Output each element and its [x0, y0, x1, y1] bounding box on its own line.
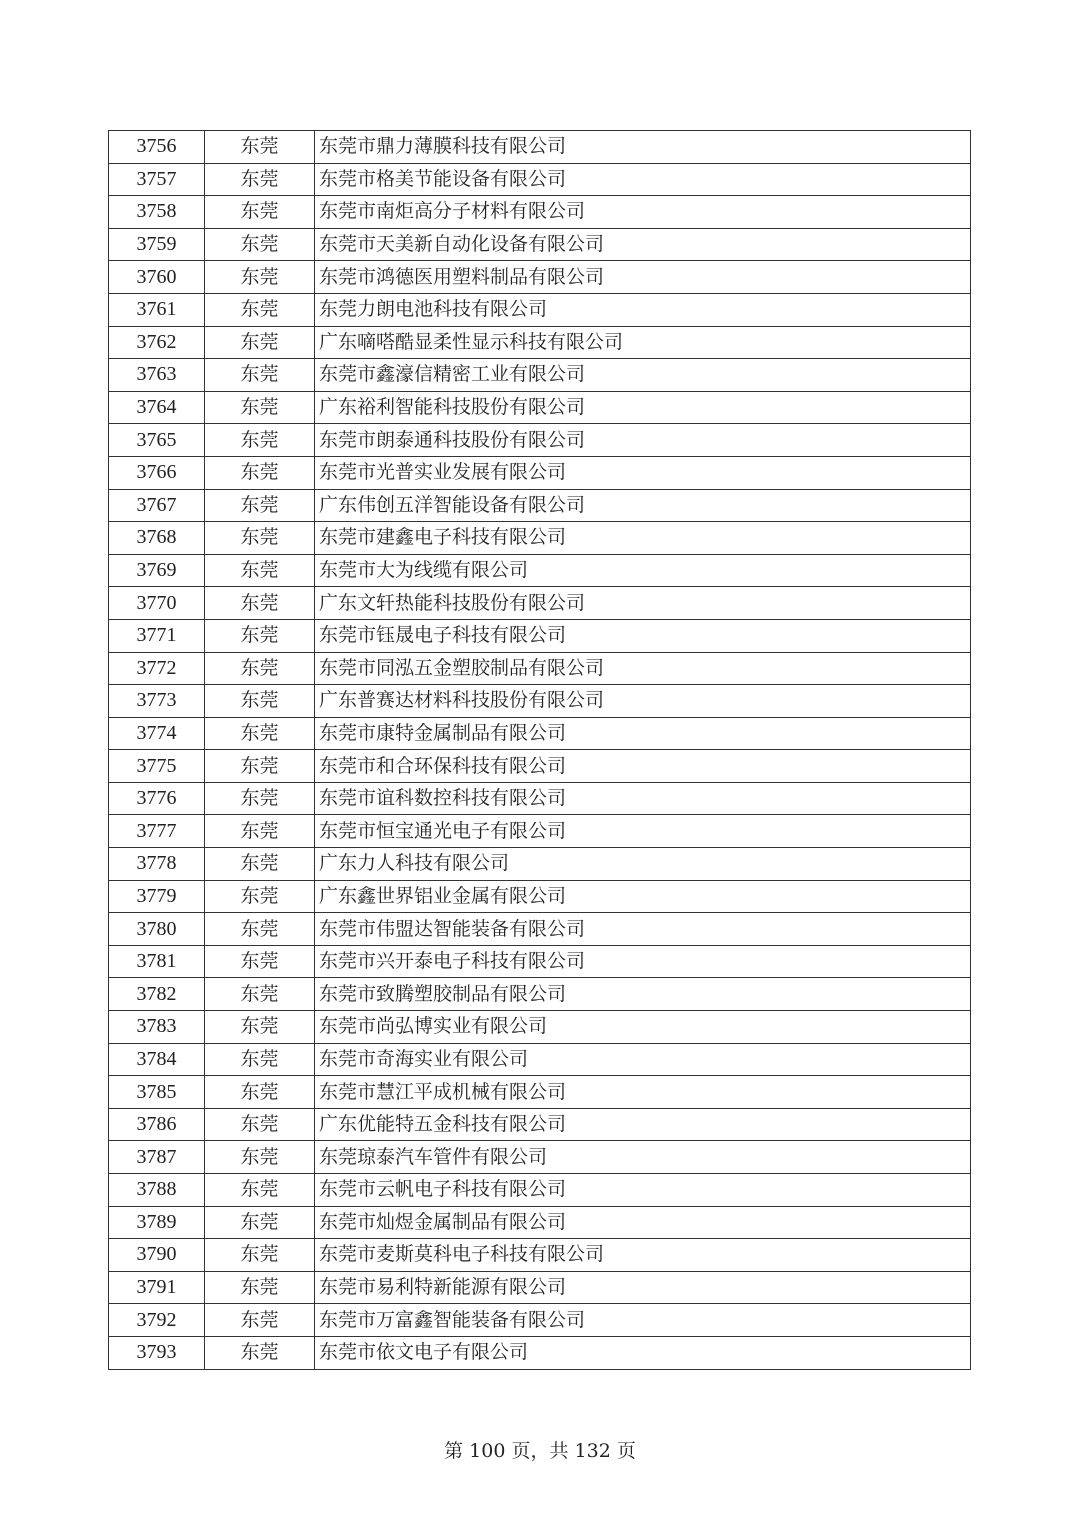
row-number: 3780: [109, 913, 205, 946]
table-row: [109, 717, 971, 750]
table-row: [109, 1271, 971, 1304]
row-number: 3783: [109, 1011, 205, 1044]
table-row: [109, 1108, 971, 1141]
row-number: 3790: [109, 1239, 205, 1272]
row-company-name: 广东文轩热能科技股份有限公司: [315, 587, 971, 620]
row-city: 东莞: [205, 1141, 315, 1174]
row-company-name: 东莞市大为线缆有限公司: [315, 554, 971, 587]
row-number: 3756: [109, 131, 205, 164]
row-city: 东莞: [205, 913, 315, 946]
table-row: [109, 293, 971, 326]
row-company-name: 东莞市光普实业发展有限公司: [315, 456, 971, 489]
row-number: 3788: [109, 1174, 205, 1207]
row-city: 东莞: [205, 685, 315, 718]
table-row: [109, 945, 971, 978]
table-row: [109, 326, 971, 359]
row-city: 东莞: [205, 782, 315, 815]
row-city: 东莞: [205, 619, 315, 652]
table-row: [109, 1336, 971, 1369]
row-number: 3764: [109, 391, 205, 424]
row-number: 3772: [109, 652, 205, 685]
row-company-name: 广东力人科技有限公司: [315, 848, 971, 881]
row-company-name: 广东伟创五洋智能设备有限公司: [315, 489, 971, 522]
table-row: [109, 131, 971, 164]
row-number: 3782: [109, 978, 205, 1011]
row-number: 3775: [109, 750, 205, 783]
row-number: 3781: [109, 945, 205, 978]
row-company-name: 东莞力朗电池科技有限公司: [315, 293, 971, 326]
row-company-name: 东莞市万富鑫智能装备有限公司: [315, 1304, 971, 1337]
row-number: 3767: [109, 489, 205, 522]
table-row: [109, 1076, 971, 1109]
row-city: 东莞: [205, 163, 315, 196]
row-city: 东莞: [205, 750, 315, 783]
row-company-name: 广东优能特五金科技有限公司: [315, 1108, 971, 1141]
table-row: [109, 750, 971, 783]
row-city: 东莞: [205, 391, 315, 424]
row-city: 东莞: [205, 1239, 315, 1272]
row-city: 东莞: [205, 880, 315, 913]
row-number: 3759: [109, 228, 205, 261]
table-row: [109, 391, 971, 424]
row-company-name: 东莞市慧江平成机械有限公司: [315, 1076, 971, 1109]
row-company-name: 东莞市奇海实业有限公司: [315, 1043, 971, 1076]
table-row: [109, 619, 971, 652]
row-number: 3786: [109, 1108, 205, 1141]
table-row: [109, 848, 971, 881]
table-row: [109, 880, 971, 913]
table-row: [109, 196, 971, 229]
row-city: 东莞: [205, 424, 315, 457]
row-company-name: 东莞市朗泰通科技股份有限公司: [315, 424, 971, 457]
row-company-name: 东莞市鼎力薄膜科技有限公司: [315, 131, 971, 164]
row-company-name: 东莞市伟盟达智能装备有限公司: [315, 913, 971, 946]
row-number: 3773: [109, 685, 205, 718]
company-table-body: [109, 131, 971, 1370]
row-city: 东莞: [205, 293, 315, 326]
row-number: 3792: [109, 1304, 205, 1337]
row-number: 3774: [109, 717, 205, 750]
table-row: [109, 554, 971, 587]
table-row: [109, 815, 971, 848]
row-city: 东莞: [205, 554, 315, 587]
row-number: 3776: [109, 782, 205, 815]
page-footer: 第 100 页，共 132 页: [444, 1440, 636, 1462]
row-city: 东莞: [205, 1174, 315, 1207]
table-row: [109, 489, 971, 522]
row-number: 3779: [109, 880, 205, 913]
row-company-name: 东莞市易利特新能源有限公司: [315, 1271, 971, 1304]
row-city: 东莞: [205, 945, 315, 978]
row-company-name: 东莞市康特金属制品有限公司: [315, 717, 971, 750]
table-row: [109, 1206, 971, 1239]
row-number: 3793: [109, 1336, 205, 1369]
table-row: [109, 587, 971, 620]
row-city: 东莞: [205, 326, 315, 359]
row-number: 3763: [109, 359, 205, 392]
table-row: [109, 978, 971, 1011]
row-city: 东莞: [205, 196, 315, 229]
row-company-name: 广东嘀嗒酷显柔性显示科技有限公司: [315, 326, 971, 359]
table-row: [109, 1239, 971, 1272]
row-company-name: 东莞市致腾塑胶制品有限公司: [315, 978, 971, 1011]
table-row: [109, 228, 971, 261]
row-city: 东莞: [205, 815, 315, 848]
row-city: 东莞: [205, 1108, 315, 1141]
table-row: [109, 1043, 971, 1076]
row-company-name: 东莞市格美节能设备有限公司: [315, 163, 971, 196]
row-company-name: 东莞市谊科数控科技有限公司: [315, 782, 971, 815]
row-city: 东莞: [205, 131, 315, 164]
table-row: [109, 652, 971, 685]
row-city: 东莞: [205, 1271, 315, 1304]
row-company-name: 广东普赛达材料科技股份有限公司: [315, 685, 971, 718]
row-number: 3757: [109, 163, 205, 196]
row-company-name: 东莞市和合环保科技有限公司: [315, 750, 971, 783]
row-company-name: 东莞市鸿德医用塑料制品有限公司: [315, 261, 971, 294]
row-number: 3791: [109, 1271, 205, 1304]
row-company-name: 东莞市天美新自动化设备有限公司: [315, 228, 971, 261]
row-company-name: 东莞市恒宝通光电子有限公司: [315, 815, 971, 848]
row-number: 3784: [109, 1043, 205, 1076]
row-city: 东莞: [205, 1043, 315, 1076]
table-row: [109, 1141, 971, 1174]
row-number: 3770: [109, 587, 205, 620]
row-number: 3787: [109, 1141, 205, 1174]
row-company-name: 东莞市依文电子有限公司: [315, 1336, 971, 1369]
row-city: 东莞: [205, 1076, 315, 1109]
row-city: 东莞: [205, 522, 315, 555]
row-company-name: 东莞市鑫濠信精密工业有限公司: [315, 359, 971, 392]
row-number: 3771: [109, 619, 205, 652]
row-company-name: 广东鑫世界铝业金属有限公司: [315, 880, 971, 913]
row-number: 3768: [109, 522, 205, 555]
row-company-name: 东莞市兴开泰电子科技有限公司: [315, 945, 971, 978]
row-city: 东莞: [205, 228, 315, 261]
row-number: 3761: [109, 293, 205, 326]
row-number: 3758: [109, 196, 205, 229]
row-city: 东莞: [205, 1336, 315, 1369]
row-company-name: 东莞琼泰汽车管件有限公司: [315, 1141, 971, 1174]
table-row: [109, 456, 971, 489]
row-company-name: 东莞市同泓五金塑胶制品有限公司: [315, 652, 971, 685]
table-row: [109, 424, 971, 457]
table-row: [109, 913, 971, 946]
row-city: 东莞: [205, 489, 315, 522]
table-row: [109, 1304, 971, 1337]
row-city: 东莞: [205, 587, 315, 620]
row-number: 3762: [109, 326, 205, 359]
row-city: 东莞: [205, 1206, 315, 1239]
row-city: 东莞: [205, 717, 315, 750]
row-number: 3777: [109, 815, 205, 848]
row-company-name: 东莞市钰晟电子科技有限公司: [315, 619, 971, 652]
row-city: 东莞: [205, 359, 315, 392]
table-row: [109, 1174, 971, 1207]
row-city: 东莞: [205, 261, 315, 294]
row-city: 东莞: [205, 1304, 315, 1337]
row-city: 东莞: [205, 652, 315, 685]
table-row: [109, 522, 971, 555]
table-row: [109, 1011, 971, 1044]
row-number: 3765: [109, 424, 205, 457]
row-number: 3778: [109, 848, 205, 881]
row-company-name: 东莞市尚弘博实业有限公司: [315, 1011, 971, 1044]
row-company-name: 广东裕利智能科技股份有限公司: [315, 391, 971, 424]
row-number: 3760: [109, 261, 205, 294]
table-row: [109, 685, 971, 718]
row-city: 东莞: [205, 978, 315, 1011]
row-company-name: 东莞市云帆电子科技有限公司: [315, 1174, 971, 1207]
row-number: 3766: [109, 456, 205, 489]
row-number: 3789: [109, 1206, 205, 1239]
row-number: 3785: [109, 1076, 205, 1109]
table-row: [109, 261, 971, 294]
row-city: 东莞: [205, 848, 315, 881]
row-number: 3769: [109, 554, 205, 587]
table-row: [109, 359, 971, 392]
row-company-name: 东莞市南炬高分子材料有限公司: [315, 196, 971, 229]
table-row: [109, 782, 971, 815]
row-company-name: 东莞市麦斯莫科电子科技有限公司: [315, 1239, 971, 1272]
company-table: [108, 130, 971, 1370]
row-city: 东莞: [205, 456, 315, 489]
row-company-name: 东莞市建鑫电子科技有限公司: [315, 522, 971, 555]
row-company-name: 东莞市灿煜金属制品有限公司: [315, 1206, 971, 1239]
row-city: 东莞: [205, 1011, 315, 1044]
table-row: [109, 163, 971, 196]
